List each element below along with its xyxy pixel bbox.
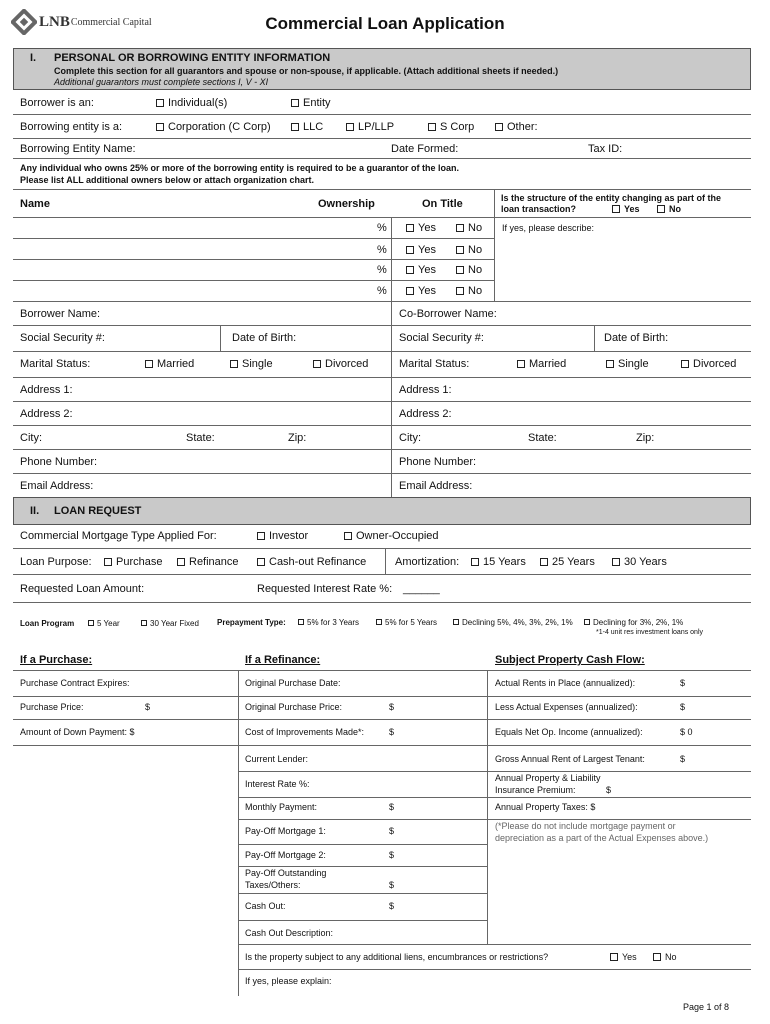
col-ownership: Ownership xyxy=(318,198,375,210)
cashflow-heading: Subject Property Cash Flow: xyxy=(495,654,645,666)
checkbox[interactable] xyxy=(145,360,153,368)
borrower-dob-field[interactable]: Date of Birth: xyxy=(232,332,297,344)
entity-type-label: Borrowing entity is a: xyxy=(20,121,123,133)
divider xyxy=(13,401,751,402)
prepay-2-option[interactable]: 5% for 5 Years xyxy=(376,618,437,627)
divider xyxy=(238,771,488,772)
cash-out-field[interactable]: Cash Out: xyxy=(245,901,286,911)
coborrower-divorced[interactable]: Divorced xyxy=(681,358,736,370)
checkbox[interactable] xyxy=(406,266,414,274)
structure-no[interactable]: No xyxy=(657,204,681,214)
other-option[interactable]: Other: xyxy=(495,121,538,133)
title-yes-1[interactable]: Yes xyxy=(406,222,436,234)
section-1-header xyxy=(13,48,751,90)
coborrower-marital-label: Marital Status: xyxy=(399,358,470,370)
individual-checkbox[interactable] xyxy=(156,99,164,107)
divider xyxy=(13,449,751,450)
divider xyxy=(494,189,495,301)
divider xyxy=(13,138,751,139)
divider xyxy=(238,719,488,720)
dollar-sign: $ xyxy=(389,826,395,836)
section-2-title: LOAN REQUEST xyxy=(54,505,142,517)
col-name: Name xyxy=(20,198,50,210)
checkbox[interactable] xyxy=(344,532,352,540)
loan-program-label: Loan Program xyxy=(20,619,75,628)
divider xyxy=(238,893,488,894)
amort-30-option[interactable]: 30 Years xyxy=(612,556,667,568)
section-2-number: II. xyxy=(30,505,40,517)
col-on-title: On Title xyxy=(422,198,463,210)
orig-purchase-price-field[interactable]: Original Purchase Price: xyxy=(245,702,343,712)
divider xyxy=(238,969,751,970)
structure-yes[interactable]: Yes xyxy=(612,204,640,214)
interest-rate-field[interactable]: Interest Rate %: xyxy=(245,779,310,789)
divider xyxy=(13,670,751,671)
divider xyxy=(487,670,488,944)
monthly-payment-field[interactable]: Monthly Payment: xyxy=(245,802,318,812)
improvements-field[interactable]: Cost of Improvements Made*: xyxy=(245,727,365,737)
coborrower-state-field[interactable]: State: xyxy=(528,432,557,444)
title-no-3[interactable]: No xyxy=(456,264,482,276)
title-no-1[interactable]: No xyxy=(456,222,482,234)
divider xyxy=(13,238,495,239)
tax-id-field[interactable]: Tax ID: xyxy=(588,143,623,155)
divider xyxy=(13,719,239,720)
divider xyxy=(238,866,488,867)
divider xyxy=(13,548,751,549)
lp-option[interactable]: LP/LLP xyxy=(346,121,394,133)
divider xyxy=(487,819,751,820)
liens-question: Is the property subject to any additional liens, encumbrances or restrictions? xyxy=(245,952,549,962)
divider xyxy=(13,425,751,426)
coborrower-ssn-field[interactable]: Social Security #: xyxy=(399,332,484,344)
program-5yr-option[interactable]: 5 Year xyxy=(88,619,120,628)
borrower-name-field[interactable]: Borrower Name: xyxy=(20,308,101,320)
checkbox[interactable] xyxy=(517,360,525,368)
prepay-1-option[interactable]: 5% for 3 Years xyxy=(298,618,359,627)
checkbox[interactable] xyxy=(141,620,147,626)
checkbox[interactable] xyxy=(610,953,618,961)
checkbox[interactable] xyxy=(177,558,185,566)
payoff-taxes-field-2: Taxes/Others: xyxy=(245,880,301,890)
divider xyxy=(238,819,488,820)
scorp-checkbox[interactable] xyxy=(428,123,436,131)
borrower-type-label: Borrower is an: xyxy=(20,97,94,109)
divider xyxy=(487,797,751,798)
purchase-contract-field[interactable]: Purchase Contract Expires: xyxy=(20,678,130,688)
net-income-field[interactable]: Equals Net Op. Income (annualized): xyxy=(495,727,643,737)
col-structure-2: loan transaction? xyxy=(501,204,577,214)
title-yes-2[interactable]: Yes xyxy=(406,244,436,256)
checkbox[interactable] xyxy=(612,558,620,566)
checkbox[interactable] xyxy=(456,224,464,232)
cashout-option[interactable]: Cash-out Refinance xyxy=(257,556,366,568)
col-structure: Is the structure of the entity changing as part of the xyxy=(501,193,722,203)
checkbox[interactable] xyxy=(406,246,414,254)
borrower-address1-field[interactable]: Address 1: xyxy=(20,384,73,396)
section-2-header xyxy=(13,497,751,525)
payoff-2-field[interactable]: Pay-Off Mortgage 2: xyxy=(245,850,326,860)
divider xyxy=(238,797,488,798)
divider xyxy=(594,325,595,351)
ccorp-checkbox[interactable] xyxy=(156,123,164,131)
actual-rents-field[interactable]: Actual Rents in Place (annualized): xyxy=(495,678,636,688)
title-no-2[interactable]: No xyxy=(456,244,482,256)
checkbox[interactable] xyxy=(540,558,548,566)
scorp-option[interactable]: S Corp xyxy=(428,121,474,133)
section-1-instructions: Complete this section for all guarantors and spouse or non-spouse, if applicable. (Attach additional sheets if needed.) xyxy=(54,66,559,76)
divider xyxy=(385,548,386,574)
divider xyxy=(13,158,751,159)
insurance-field-2: Insurance Premium: xyxy=(495,785,576,795)
lp-checkbox[interactable] xyxy=(346,123,354,131)
dollar-sign: $ xyxy=(606,785,612,795)
borrower-divorced[interactable]: Divorced xyxy=(313,358,368,370)
checkbox[interactable] xyxy=(88,620,94,626)
coborrower-single[interactable]: Single xyxy=(606,358,649,370)
divider xyxy=(13,696,239,697)
checkbox[interactable] xyxy=(456,287,464,295)
dollar-sign: $ xyxy=(680,678,686,688)
purchase-heading: If a Purchase: xyxy=(20,654,93,666)
divider xyxy=(487,771,751,772)
coborrower-zip-field[interactable]: Zip: xyxy=(636,432,655,444)
property-taxes-field[interactable]: Annual Property Taxes: $ xyxy=(495,802,596,812)
expenses-note-2: depreciation as a part of the Actual Expenses above.) xyxy=(495,833,709,843)
prepayment-type-label: Prepayment Type: xyxy=(217,618,286,627)
pct-4: % xyxy=(377,285,387,297)
borrower-state-field[interactable]: State: xyxy=(186,432,215,444)
divider xyxy=(13,574,751,575)
borrower-address2-field[interactable]: Address 2: xyxy=(20,408,73,420)
checkbox[interactable] xyxy=(653,953,661,961)
borrower-married[interactable]: Married xyxy=(145,358,194,370)
amort-25-option[interactable]: 25 Years xyxy=(540,556,595,568)
pct-1: % xyxy=(377,222,387,234)
dollar-sign: $ xyxy=(145,702,151,712)
prepay-4-option[interactable]: Declining for 3%, 2%, 1% xyxy=(584,618,683,627)
dollar-sign: $ xyxy=(680,754,686,764)
divider xyxy=(487,696,751,697)
prepay-3-option[interactable]: Declining 5%, 4%, 3%, 2%, 1% xyxy=(453,618,573,627)
checkbox[interactable] xyxy=(257,558,265,566)
guarantor-note: Any individual who owns 25% or more of the borrowing entity is required to be a guarantor of the loan. xyxy=(20,163,460,173)
entity-name-field[interactable]: Borrowing Entity Name: xyxy=(20,143,136,155)
dollar-sign: $ xyxy=(680,702,686,712)
divider xyxy=(13,301,751,302)
title-yes-4[interactable]: Yes xyxy=(406,285,436,297)
section-1-title: PERSONAL OR BORROWING ENTITY INFORMATION xyxy=(54,52,331,64)
gross-rent-field[interactable]: Gross Annual Rent of Largest Tenant: xyxy=(495,754,645,764)
pct-3: % xyxy=(377,264,387,276)
divider xyxy=(13,189,751,190)
coborrower-address2-field[interactable]: Address 2: xyxy=(399,408,452,420)
ccorp-option[interactable]: Corporation (C Corp) xyxy=(156,121,271,133)
insurance-field[interactable]: Annual Property & Liability xyxy=(495,773,601,783)
divider xyxy=(13,114,751,115)
date-formed-field[interactable]: Date Formed: xyxy=(391,143,459,155)
owner-occupied-option[interactable]: Owner-Occupied xyxy=(344,530,439,542)
divider xyxy=(391,301,392,497)
checkbox[interactable] xyxy=(584,619,590,625)
checkbox[interactable] xyxy=(406,287,414,295)
checkbox[interactable] xyxy=(456,246,464,254)
divider xyxy=(238,920,488,921)
checkbox[interactable] xyxy=(456,266,464,274)
describe-label: If yes, please describe: xyxy=(502,223,595,233)
dollar-sign: $ xyxy=(389,850,395,860)
individual-option[interactable]: Individual(s) xyxy=(156,97,227,109)
coborrower-city-field[interactable]: City: xyxy=(399,432,421,444)
checkbox[interactable] xyxy=(453,619,459,625)
coborrower-phone-field[interactable]: Phone Number: xyxy=(399,456,477,468)
cash-out-description-field[interactable]: Cash Out Description: xyxy=(245,928,334,938)
net-income-value: $ 0 xyxy=(680,727,693,737)
refinance-heading: If a Refinance: xyxy=(245,654,321,666)
dollar-sign: $ xyxy=(389,702,395,712)
owners-note: Please list ALL additional owners below or attach organization chart. xyxy=(20,175,315,185)
divider xyxy=(238,944,751,945)
checkbox[interactable] xyxy=(313,360,321,368)
checkbox[interactable] xyxy=(681,360,689,368)
requested-rate-field[interactable]: ______ xyxy=(403,583,440,595)
coborrower-address1-field[interactable]: Address 1: xyxy=(399,384,452,396)
current-lender-field[interactable]: Current Lender: xyxy=(245,754,309,764)
liens-explain-field[interactable]: If yes, please explain: xyxy=(245,976,332,986)
llc-option[interactable]: LLC xyxy=(291,121,323,133)
borrower-email-field[interactable]: Email Address: xyxy=(20,480,94,492)
page-number: Page 1 of 8 xyxy=(683,1002,730,1012)
divider xyxy=(220,325,221,351)
checkbox[interactable] xyxy=(298,619,304,625)
divider xyxy=(238,844,488,845)
checkbox[interactable] xyxy=(376,619,382,625)
llc-checkbox[interactable] xyxy=(291,123,299,131)
logo-lnb-text: LNB xyxy=(39,13,70,30)
amortization-label: Amortization: xyxy=(395,556,460,568)
section-1-note: Additional guarantors must complete sections I, V - XI xyxy=(54,77,269,87)
entity-checkbox[interactable] xyxy=(291,99,299,107)
liens-no[interactable]: No xyxy=(653,952,677,962)
expenses-note: (*Please do not include mortgage payment or xyxy=(495,821,676,831)
borrower-city-field[interactable]: City: xyxy=(20,432,42,444)
requested-rate-label: Requested Interest Rate %: xyxy=(257,583,393,595)
requested-amount-field[interactable]: Requested Loan Amount: xyxy=(20,583,145,595)
dollar-sign: $ xyxy=(389,802,395,812)
structure-yes-checkbox[interactable] xyxy=(612,205,620,213)
divider xyxy=(13,351,751,352)
down-payment-field[interactable]: Amount of Down Payment: $ xyxy=(20,727,135,737)
divider xyxy=(13,473,751,474)
entity-option[interactable]: Entity xyxy=(291,97,331,109)
refinance-option[interactable]: Refinance xyxy=(177,556,239,568)
borrower-ssn-field[interactable]: Social Security #: xyxy=(20,332,105,344)
divider xyxy=(487,745,751,746)
section-1-number: I. xyxy=(30,52,37,64)
mortgage-type-label: Commercial Mortgage Type Applied For: xyxy=(20,530,217,542)
divider xyxy=(13,217,751,218)
checkbox[interactable] xyxy=(471,558,479,566)
prepay-note: *1-4 unit res investment loans only xyxy=(596,629,703,636)
pct-2: % xyxy=(377,244,387,256)
program-30yr-option[interactable]: 30 Year Fixed xyxy=(141,619,199,628)
dollar-sign: $ xyxy=(389,727,395,737)
page-title: Commercial Loan Application xyxy=(265,14,505,33)
loan-purpose-label: Loan Purpose: xyxy=(20,556,92,568)
borrower-marital-label: Marital Status: xyxy=(20,358,91,370)
dollar-sign: $ xyxy=(389,901,395,911)
borrower-phone-field[interactable]: Phone Number: xyxy=(20,456,98,468)
structure-no-checkbox[interactable] xyxy=(657,205,665,213)
checkbox[interactable] xyxy=(606,360,614,368)
divider xyxy=(238,745,488,746)
divider xyxy=(13,280,495,281)
divider xyxy=(13,259,495,260)
logo-subtitle: Commercial Capital xyxy=(70,16,152,28)
title-no-4[interactable]: No xyxy=(456,285,482,297)
divider xyxy=(13,602,751,603)
dollar-sign: $ xyxy=(389,880,395,890)
other-checkbox[interactable] xyxy=(495,123,503,131)
borrower-zip-field[interactable]: Zip: xyxy=(288,432,307,444)
checkbox[interactable] xyxy=(104,558,112,566)
divider xyxy=(238,696,488,697)
purchase-option[interactable]: Purchase xyxy=(104,556,162,568)
investor-option[interactable]: Investor xyxy=(257,530,308,542)
coborrower-name-field[interactable]: Co-Borrower Name: xyxy=(399,308,497,320)
divider xyxy=(13,325,751,326)
payoff-taxes-field[interactable]: Pay-Off Outstanding xyxy=(245,868,327,878)
coborrower-married[interactable]: Married xyxy=(517,358,566,370)
amort-15-option[interactable]: 15 Years xyxy=(471,556,526,568)
less-expenses-field[interactable]: Less Actual Expenses (annualized): xyxy=(495,702,638,712)
liens-yes[interactable]: Yes xyxy=(610,952,637,962)
purchase-price-field[interactable]: Purchase Price: xyxy=(20,702,84,712)
checkbox[interactable] xyxy=(230,360,238,368)
divider xyxy=(13,377,751,378)
coborrower-email-field[interactable]: Email Address: xyxy=(399,480,473,492)
orig-purchase-date-field[interactable]: Original Purchase Date: xyxy=(245,678,341,688)
payoff-1-field[interactable]: Pay-Off Mortgage 1: xyxy=(245,826,326,836)
checkbox[interactable] xyxy=(257,532,265,540)
title-yes-3[interactable]: Yes xyxy=(406,264,436,276)
divider xyxy=(487,719,751,720)
borrower-single[interactable]: Single xyxy=(230,358,273,370)
coborrower-dob-field[interactable]: Date of Birth: xyxy=(604,332,669,344)
divider xyxy=(13,745,239,746)
checkbox[interactable] xyxy=(406,224,414,232)
